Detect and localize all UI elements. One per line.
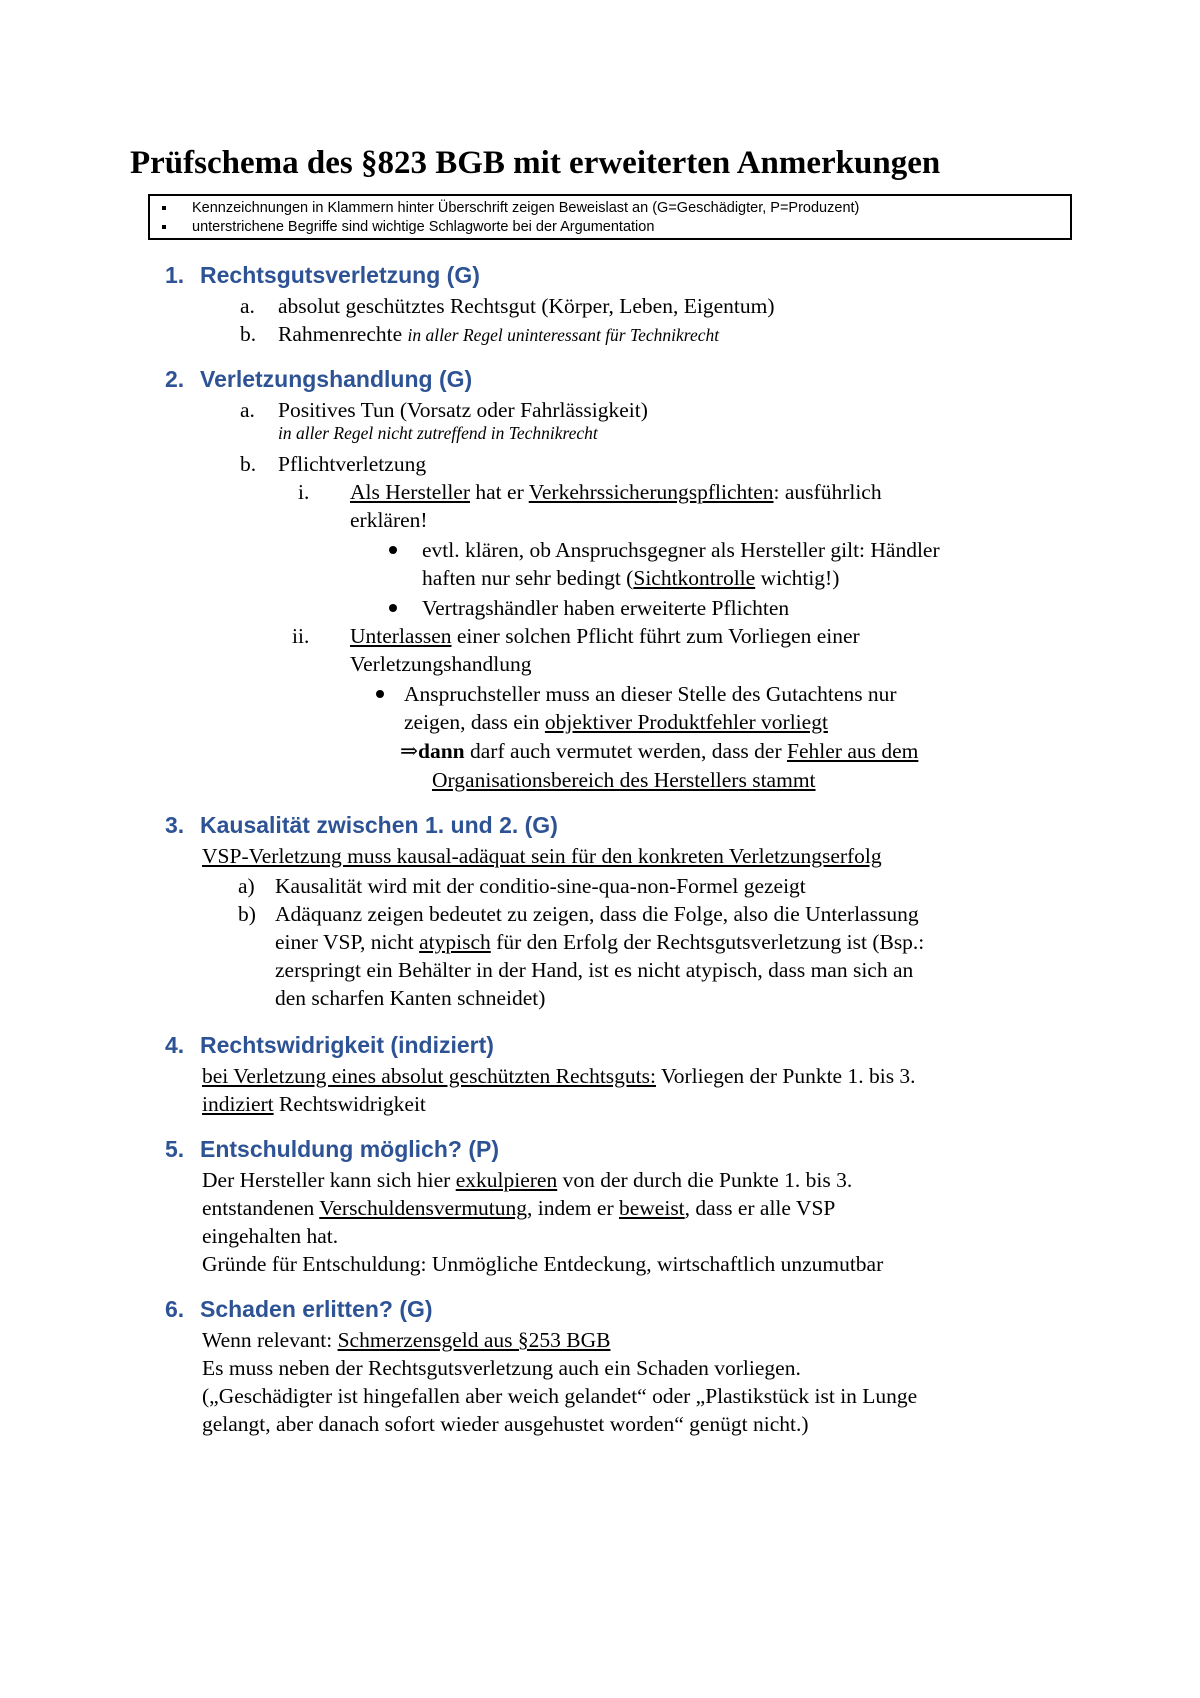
square-bullet-icon	[162, 206, 166, 210]
paragraph-line: entstandenen Verschuldensvermutung, indem er beweist, dass er alle VSP	[202, 1196, 836, 1220]
list-item: Als Hersteller hat er Verkehrssicherungspflichten: ausführlich	[350, 480, 882, 504]
list-marker: i.	[298, 480, 310, 504]
bullet-item: evtl. klären, ob Anspruchsgegner als Hersteller gilt: Händler	[422, 538, 940, 562]
list-item: Rahmenrechte in aller Regel uninteressant für Technikrecht	[278, 322, 720, 346]
bullet-item: Vertragshändler haben erweiterte Pflichten	[422, 596, 790, 620]
list-item: Positives Tun (Vorsatz oder Fahrlässigkeit)	[278, 398, 648, 422]
bullet-icon	[376, 690, 384, 698]
paragraph-line: Der Hersteller kann sich hier exkulpieren von der durch die Punkte 1. bis 3.	[202, 1168, 853, 1192]
list-marker: b)	[238, 902, 256, 926]
legend-box: Kennzeichnungen in Klammern hinter Überschrift zeigen Beweislast an (G=Geschädigter, P=Produzent) unterstrichene Begriffe sind wichtige Schlagworte bei der Argumentation	[148, 194, 1072, 240]
document-title: Prüfschema des §823 BGB mit erweiterten Anmerkungen	[130, 145, 941, 181]
list-marker: b.	[240, 452, 257, 476]
document-page: Prüfschema des §823 BGB mit erweiterten Anmerkungen Kennzeichnungen in Klammern hinter Überschrift zeigen Beweislast an (G=Geschädigter, P=Produzent) unterstrichene Begriffe sind wichtige Schlagworte bei der Argumentation 1. Rechtsgutsverletzung (G) a. absolut geschütztes Rechtsgut (Körper, Leben, Eigentum) b. Rahmenrechte in aller Regel uninteressant für Technikrecht 2. Verletzungshandlung (G) a. Positives Tun (Vorsatz oder Fahrlässigkeit) in aller Regel nicht zutreffend in Technikrecht b. Pflichtverletzung i. Als Hersteller hat er Verkehrssicherungspflichten: ausführlich erklären! evtl. klären, ob Anspruchsgegner als Hersteller gilt: Händler haften nur sehr bedingt (Sichtkontrolle wichtig!) Vertragshändler haben erweiterte Pflichten ii. Unterlassen einer solchen Pflicht führt zum Vorliegen einer Verletzungshandlung Anspruchsteller muss an dieser Stelle des Gutachtens nur zeigen, dass ein objektiver Produktfehler vorliegt ⇒dann darf auch vermutet werden, dass der Fehler aus dem Organisationsbereich des Herstellers stammt 3. Kausalität zwischen 1. und 2. (G) VSP-Verletzung muss kausal-adäquat sein für den konkreten Verletzungserfolg a) Kausalität wird mit der conditio-sine-qua-non-Formel gezeigt b) Adäquanz zeigen bedeutet zu zeigen, dass die Folge, also die Unterlassung einer VSP, nicht atypisch für den Erfolg der Rechtsgutsverletzung ist (Bsp.: zerspringt ein Behälter in der Hand, ist es nicht atypisch, dass man sich an den scharfen Kanten schneidet) 4. Rechtswidrigkeit (indiziert) bei Verletzung eines absolut geschützten Rechtsguts: Vorliegen der Punkte 1. bis 3. indiziert Rechtswidrigkeit 5. Entschuldung möglich? (P) Der Hersteller kann sich hier exkulpieren von der durch die Punkte 1. bis 3. entstandenen Verschuldensvermutung, indem er beweist, dass er alle VSP eingehalten hat. Gründe für Entschuldung: Unmögliche Entdeckung, wirtschaftlich unzumutbar 6. Schaden erlitten? (G) Wenn relevant: Schmerzensgeld aus §253 BGB Es muss neben der Rechtsgutsverletzung auch ein Schaden vorliegen. („Geschädigter ist hingefallen aber weich gelandet“ oder „Plastikstück ist in Lunge gelangt, aber danach sofort wieder ausgehustet worden“ genügt nicht.)	[0, 0, 1200, 1698]
list-marker: a.	[240, 294, 255, 318]
list-item: Unterlassen einer solchen Pflicht führt zum Vorliegen einer	[350, 624, 860, 648]
paragraph-line: Gründe für Entschuldung: Unmögliche Entdeckung, wirtschaftlich unzumutbar	[202, 1252, 884, 1276]
bullet-item-continuation: haften nur sehr bedingt (Sichtkontrolle wichtig!)	[422, 566, 840, 590]
section-intro: VSP-Verletzung muss kausal-adäquat sein für den konkreten Verletzungserfolg	[202, 844, 882, 868]
list-item-continuation: einer VSP, nicht atypisch für den Erfolg der Rechtsgutsverletzung ist (Bsp.:	[275, 930, 925, 954]
list-marker: b.	[240, 322, 257, 346]
bullet-icon	[389, 604, 397, 612]
paragraph-line: („Geschädigter ist hingefallen aber weich gelandet“ oder „Plastikstück ist in Lunge	[202, 1384, 918, 1408]
paragraph-line: bei Verletzung eines absolut geschützten Rechtsguts: Vorliegen der Punkte 1. bis 3.	[202, 1064, 916, 1088]
list-item-continuation: Verletzungshandlung	[350, 652, 532, 676]
paragraph-line: eingehalten hat.	[202, 1224, 339, 1248]
implies-arrow-icon: ⇒	[400, 739, 419, 763]
list-marker: a)	[238, 874, 255, 898]
paragraph-line: Wenn relevant: Schmerzensgeld aus §253 BGB	[202, 1328, 611, 1352]
implication-line: ⇒dann darf auch vermutet werden, dass der Fehler aus dem	[400, 739, 919, 763]
square-bullet-icon	[162, 225, 166, 229]
list-marker: a.	[240, 398, 255, 422]
bullet-item-continuation: zeigen, dass ein objektiver Produktfehler vorliegt	[404, 710, 828, 734]
list-marker: ii.	[292, 624, 310, 648]
paragraph-line: Es muss neben der Rechtsgutsverletzung auch ein Schaden vorliegen.	[202, 1356, 801, 1380]
bullet-icon	[389, 546, 397, 554]
list-item: absolut geschütztes Rechtsgut (Körper, Leben, Eigentum)	[278, 294, 775, 318]
italic-note: in aller Regel nicht zutreffend in Technikrecht	[278, 423, 598, 443]
paragraph-line: indiziert Rechtswidrigkeit	[202, 1092, 426, 1116]
list-item-continuation: zerspringt ein Behälter in der Hand, ist es nicht atypisch, dass man sich an	[275, 958, 914, 982]
list-item: Adäquanz zeigen bedeutet zu zeigen, dass die Folge, also die Unterlassung	[275, 902, 919, 926]
bullet-item: Anspruchsteller muss an dieser Stelle des Gutachtens nur	[404, 682, 897, 706]
list-item: Pflichtverletzung	[278, 452, 427, 476]
implication-continuation: Organisationsbereich des Herstellers stammt	[432, 768, 816, 792]
list-item-continuation: erklären!	[350, 508, 428, 532]
list-item-continuation: den scharfen Kanten schneidet)	[275, 986, 546, 1010]
list-item: Kausalität wird mit der conditio-sine-qua-non-Formel gezeigt	[275, 874, 806, 898]
paragraph-line: gelangt, aber danach sofort wieder ausgehustet worden“ genügt nicht.)	[202, 1412, 809, 1436]
